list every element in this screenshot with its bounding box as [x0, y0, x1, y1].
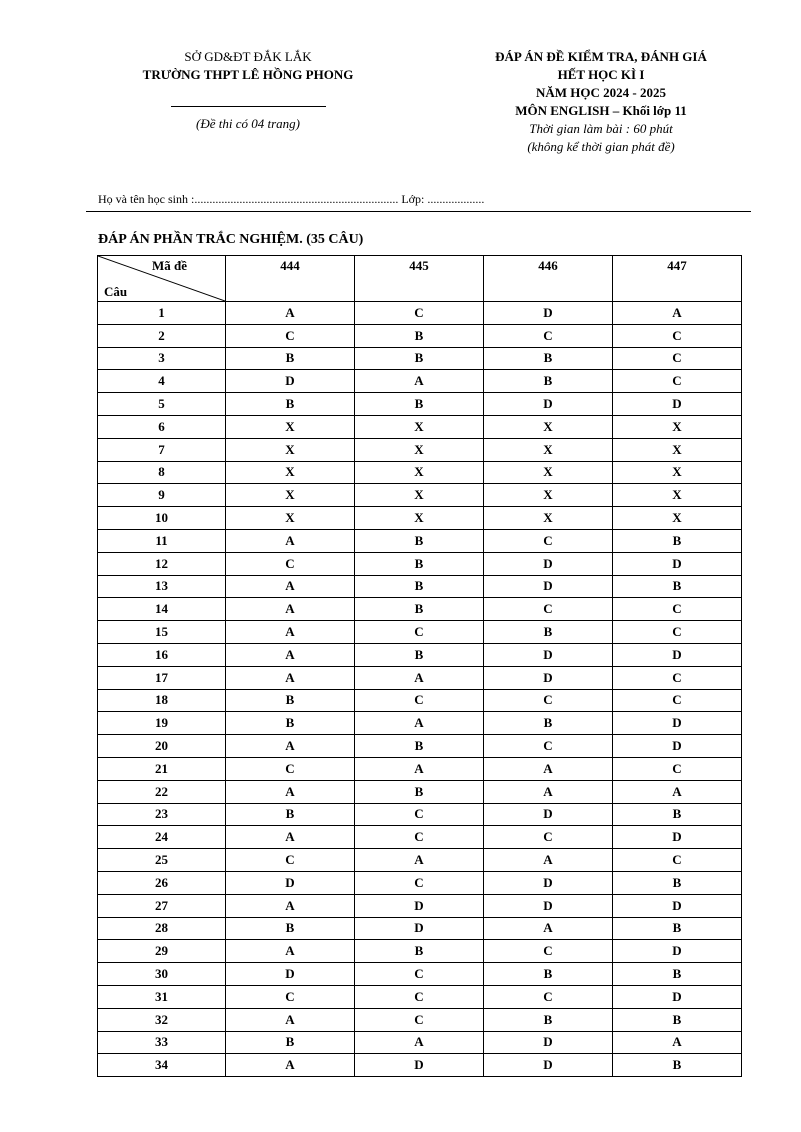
answer-cell: B	[355, 780, 484, 803]
answer-cell: B	[484, 370, 613, 393]
answer-cell: B	[355, 347, 484, 370]
question-number: 7	[98, 438, 226, 461]
table-row	[98, 621, 742, 644]
header-left	[98, 48, 398, 133]
answer-cell: X	[613, 461, 742, 484]
answer-cell: X	[613, 438, 742, 461]
question-number: 15	[98, 621, 226, 644]
answer-cell: C	[484, 529, 613, 552]
answer-cell: B	[226, 712, 355, 735]
question-number: 19	[98, 712, 226, 735]
answer-cell: D	[613, 735, 742, 758]
answer-cell: A	[226, 826, 355, 849]
answer-cell: B	[355, 735, 484, 758]
answer-cell: A	[226, 529, 355, 552]
answer-cell: B	[355, 940, 484, 963]
table-row	[98, 507, 742, 530]
answer-cell: B	[613, 963, 742, 986]
answer-cell: C	[355, 689, 484, 712]
answer-cell: D	[484, 302, 613, 325]
answer-cell: D	[613, 712, 742, 735]
table-row	[98, 917, 742, 940]
answer-cell: D	[613, 894, 742, 917]
question-number: 12	[98, 552, 226, 575]
answer-table	[97, 255, 742, 1077]
answer-cell: A	[484, 849, 613, 872]
answer-cell: C	[613, 370, 742, 393]
question-number: 8	[98, 461, 226, 484]
answer-cell: A	[613, 780, 742, 803]
answer-cell: A	[355, 849, 484, 872]
answer-cell: X	[613, 415, 742, 438]
answer-cell: X	[613, 484, 742, 507]
question-number: 30	[98, 963, 226, 986]
question-number: 5	[98, 393, 226, 416]
question-number: 22	[98, 780, 226, 803]
table-row	[98, 712, 742, 735]
table-row	[98, 598, 742, 621]
table-row	[98, 963, 742, 986]
answer-cell: C	[484, 940, 613, 963]
answer-cell: D	[355, 894, 484, 917]
answer-cell: C	[226, 552, 355, 575]
answer-cell: B	[226, 1031, 355, 1054]
department-name: SỞ GD&ĐT ĐẮK LẮK	[184, 49, 312, 64]
answer-cell: B	[355, 393, 484, 416]
answer-cell: D	[613, 393, 742, 416]
exam-code-header: 447	[613, 256, 742, 302]
answer-cell: B	[226, 917, 355, 940]
table-row	[98, 780, 742, 803]
answer-cell: B	[355, 575, 484, 598]
answer-cell: X	[355, 484, 484, 507]
exam-title-line1: ĐÁP ÁN ĐỀ KIỂM TRA, ĐÁNH GIÁ	[495, 49, 707, 64]
subject-line: MÔN ENGLISH – Khối lớp 11	[515, 103, 687, 118]
answer-cell: C	[355, 621, 484, 644]
answer-cell: D	[613, 643, 742, 666]
page-divider	[86, 211, 751, 212]
answer-cell: X	[484, 438, 613, 461]
answer-cell: X	[613, 507, 742, 530]
student-info-line: Họ và tên học sinh :.................................................................... Lớp: ...................	[98, 192, 485, 206]
answer-cell: A	[226, 621, 355, 644]
table-row	[98, 666, 742, 689]
answer-cell: D	[484, 894, 613, 917]
answer-cell: A	[226, 940, 355, 963]
answer-cell: C	[613, 347, 742, 370]
answer-cell: C	[355, 302, 484, 325]
answer-cell: A	[355, 712, 484, 735]
answer-cell: B	[355, 552, 484, 575]
answer-cell: X	[226, 438, 355, 461]
answer-cell: B	[484, 1008, 613, 1031]
page-count-note: (Đề thi có 04 trang)	[196, 116, 300, 131]
table-row	[98, 461, 742, 484]
answer-cell: B	[613, 1008, 742, 1031]
answer-cell: C	[484, 324, 613, 347]
answer-cell: A	[226, 1008, 355, 1031]
table-row	[98, 393, 742, 416]
answer-cell: A	[355, 757, 484, 780]
answer-cell: A	[226, 666, 355, 689]
answer-cell: X	[226, 415, 355, 438]
answer-cell: D	[226, 871, 355, 894]
answer-cell: B	[613, 803, 742, 826]
question-number: 25	[98, 849, 226, 872]
answer-cell: A	[226, 894, 355, 917]
answer-cell: X	[355, 438, 484, 461]
answer-cell: C	[355, 1008, 484, 1031]
question-number: 9	[98, 484, 226, 507]
exam-code-header: 446	[484, 256, 613, 302]
answer-cell: D	[484, 803, 613, 826]
table-row	[98, 1054, 742, 1077]
answer-cell: C	[613, 689, 742, 712]
answer-cell: C	[613, 849, 742, 872]
answer-cell: X	[484, 415, 613, 438]
exam-code-label: Mã đề	[151, 258, 187, 273]
question-number: 18	[98, 689, 226, 712]
answer-cell: A	[484, 780, 613, 803]
answer-cell: B	[613, 1054, 742, 1077]
answer-cell: D	[226, 963, 355, 986]
table-row	[98, 370, 742, 393]
time-note: (không kể thời gian phát đề)	[527, 139, 675, 154]
question-number: 26	[98, 871, 226, 894]
answer-cell: D	[613, 940, 742, 963]
table-row	[98, 438, 742, 461]
answer-cell: X	[484, 507, 613, 530]
question-label: Câu	[104, 284, 128, 299]
table-row	[98, 415, 742, 438]
exam-code-header: 444	[226, 256, 355, 302]
answer-cell: C	[355, 826, 484, 849]
question-number: 23	[98, 803, 226, 826]
answer-cell: A	[484, 757, 613, 780]
answer-cell: D	[355, 917, 484, 940]
question-number: 13	[98, 575, 226, 598]
table-row	[98, 894, 742, 917]
table-row	[98, 347, 742, 370]
answer-cell: B	[484, 963, 613, 986]
answer-cell: B	[355, 324, 484, 347]
table-row	[98, 757, 742, 780]
exam-title-line2: HẾT HỌC KÌ I	[557, 67, 645, 82]
question-number: 28	[98, 917, 226, 940]
answer-cell: D	[484, 393, 613, 416]
section-title: ĐÁP ÁN PHẦN TRẮC NGHIỆM. (35 CÂU)	[98, 232, 364, 247]
answer-cell: C	[484, 598, 613, 621]
answer-cell: X	[226, 484, 355, 507]
question-number: 27	[98, 894, 226, 917]
answer-cell: B	[355, 643, 484, 666]
answer-cell: D	[613, 826, 742, 849]
question-number: 14	[98, 598, 226, 621]
answer-cell: C	[613, 757, 742, 780]
answer-cell: C	[613, 598, 742, 621]
answer-cell: A	[226, 780, 355, 803]
answer-cell: C	[226, 985, 355, 1008]
answer-cell: A	[226, 643, 355, 666]
table-row	[98, 826, 742, 849]
answer-cell: D	[484, 666, 613, 689]
question-number: 3	[98, 347, 226, 370]
answer-cell: B	[226, 393, 355, 416]
question-number: 32	[98, 1008, 226, 1031]
table-row	[98, 484, 742, 507]
question-number: 4	[98, 370, 226, 393]
header-divider	[171, 106, 326, 107]
answer-cell: C	[484, 735, 613, 758]
question-number: 20	[98, 735, 226, 758]
table-row	[98, 302, 742, 325]
answer-cell: B	[484, 347, 613, 370]
answer-cell: C	[484, 985, 613, 1008]
header-right	[455, 48, 747, 156]
table-row	[98, 849, 742, 872]
question-number: 11	[98, 529, 226, 552]
table-row	[98, 575, 742, 598]
table-row	[98, 1008, 742, 1031]
answer-cell: A	[226, 735, 355, 758]
question-number: 10	[98, 507, 226, 530]
table-row	[98, 735, 742, 758]
answer-cell: C	[355, 963, 484, 986]
answer-cell: D	[226, 370, 355, 393]
answer-cell: D	[355, 1054, 484, 1077]
answer-cell: B	[226, 347, 355, 370]
answer-cell: C	[484, 689, 613, 712]
answer-cell: X	[484, 461, 613, 484]
time-limit: Thời gian làm bài : 60 phút	[529, 121, 673, 136]
table-row	[98, 803, 742, 826]
question-number: 21	[98, 757, 226, 780]
corner-header-cell	[98, 256, 226, 302]
answer-cell: A	[613, 302, 742, 325]
answer-cell: X	[355, 507, 484, 530]
answer-cell: A	[226, 598, 355, 621]
answer-cell: A	[226, 575, 355, 598]
question-number: 34	[98, 1054, 226, 1077]
answer-cell: B	[613, 917, 742, 940]
answer-cell: D	[484, 575, 613, 598]
answer-cell: B	[355, 529, 484, 552]
question-number: 6	[98, 415, 226, 438]
table-row	[98, 643, 742, 666]
answer-cell: D	[484, 552, 613, 575]
table-header-row	[98, 256, 742, 302]
answer-cell: C	[226, 324, 355, 347]
answer-cell: X	[355, 415, 484, 438]
school-name: TRƯỜNG THPT LÊ HỒNG PHONG	[142, 67, 354, 82]
answer-cell: B	[484, 712, 613, 735]
answer-cell: D	[484, 871, 613, 894]
answer-cell: C	[355, 985, 484, 1008]
table-row	[98, 689, 742, 712]
question-number: 1	[98, 302, 226, 325]
answer-cell: A	[226, 302, 355, 325]
question-number: 24	[98, 826, 226, 849]
table-row	[98, 1031, 742, 1054]
answer-cell: C	[226, 757, 355, 780]
table-row	[98, 871, 742, 894]
answer-cell: B	[355, 598, 484, 621]
answer-cell: C	[484, 826, 613, 849]
answer-cell: D	[484, 1031, 613, 1054]
answer-cell: A	[226, 1054, 355, 1077]
answer-cell: D	[613, 552, 742, 575]
answer-cell: C	[613, 621, 742, 644]
table-row	[98, 529, 742, 552]
answer-cell: X	[226, 461, 355, 484]
answer-cell: C	[355, 803, 484, 826]
answer-cell: A	[484, 917, 613, 940]
answer-cell: A	[355, 1031, 484, 1054]
question-number: 17	[98, 666, 226, 689]
table-row	[98, 324, 742, 347]
question-number: 33	[98, 1031, 226, 1054]
table-row	[98, 985, 742, 1008]
answer-cell: A	[613, 1031, 742, 1054]
answer-cell: B	[613, 575, 742, 598]
table-row	[98, 552, 742, 575]
answer-cell: X	[226, 507, 355, 530]
answer-cell: C	[226, 849, 355, 872]
answer-cell: C	[355, 871, 484, 894]
answer-cell: D	[484, 1054, 613, 1077]
answer-cell: C	[613, 324, 742, 347]
answer-cell: A	[355, 666, 484, 689]
question-number: 31	[98, 985, 226, 1008]
answer-cell: C	[613, 666, 742, 689]
answer-cell: B	[226, 689, 355, 712]
answer-cell: D	[484, 643, 613, 666]
answer-cell: X	[484, 484, 613, 507]
answer-cell: A	[355, 370, 484, 393]
question-number: 2	[98, 324, 226, 347]
answer-table-body	[98, 302, 742, 1077]
question-number: 29	[98, 940, 226, 963]
answer-cell: B	[613, 529, 742, 552]
answer-cell: B	[226, 803, 355, 826]
answer-cell: X	[355, 461, 484, 484]
answer-cell: D	[613, 985, 742, 1008]
exam-code-header: 445	[355, 256, 484, 302]
answer-cell: B	[613, 871, 742, 894]
school-year: NĂM HỌC 2024 - 2025	[536, 85, 666, 100]
table-row	[98, 940, 742, 963]
answer-cell: B	[484, 621, 613, 644]
question-number: 16	[98, 643, 226, 666]
